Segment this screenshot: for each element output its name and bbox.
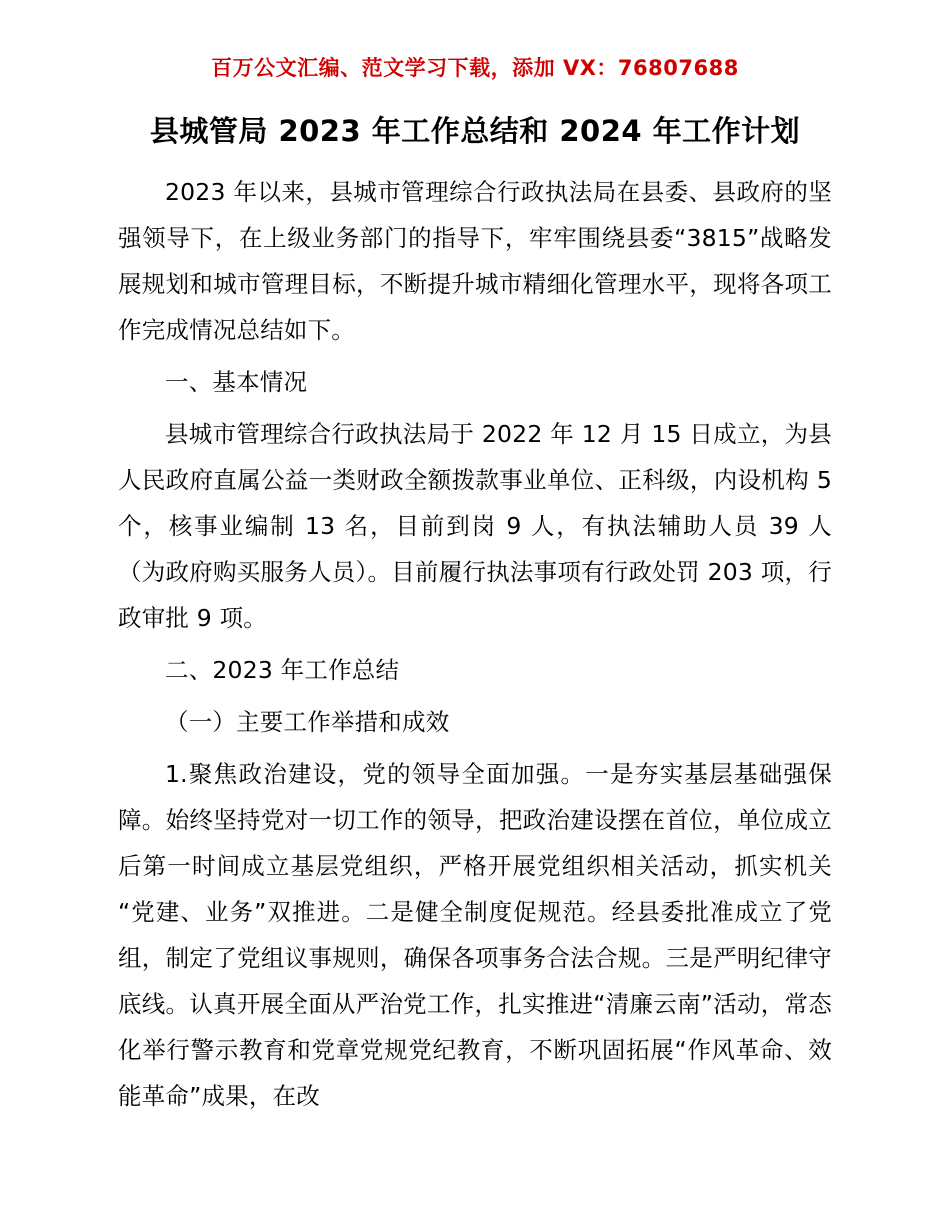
watermark-text: 百万公文汇编、范文学习下载，添加 VX：76807688 <box>211 56 739 80</box>
heading-subsection-1: （一）主要工作举措和成效 <box>165 708 450 737</box>
document-body <box>118 112 832 1125</box>
heading-section-1: 一、基本情况 <box>165 368 308 397</box>
paragraph-1: 2023 年以来，县城市管理综合行政执法局在县委、县政府的坚强领导下，在上级业务部门的指导下，牢牢围绕县委“3815”战略发展规划和城市管理目标，不断提升城市精细化管理水平，现将各项工作完成情况总结如下。 <box>118 178 832 345</box>
paragraph-3: 1.聚焦政治建设，党的领导全面加强。一是夯实基层基础强保障。始终坚持党对一切工作的领导，把政治建设摆在首位，单位成立后第一时间成立基层党组织，严格开展党组织相关活动，抓实机关“党建、业务”双推进。二是健全制度促规范。经县委批准成立了党组，制定了党组议事规则，确保各项事务合法合规。三是严明纪律守底线。认真开展全面从严治党工作，扎实推进“清廉云南”活动，常态化举行警示教育和党章党规党纪教育，不断巩固拓展“作风革命、效能革命”成果，在改 <box>118 760 832 1111</box>
heading-section-2: 二、2023 年工作总结 <box>165 656 400 685</box>
paragraph-2: 县城市管理综合行政执法局于 2022 年 12 月 15 日成立，为县人民政府直属公益一类财政全额拨款事业单位、正科级，内设机构 5 个，核事业编制 13 名，目前到岗 9 人，有执法辅助人员 39 人（为政府购买服务人员）。目前履行执法事项有行政处罚 203 项，行政审批 9 项。 <box>118 420 832 633</box>
page-title: 县城管局 2023 年工作总结和 2024 年工作计划 <box>149 114 801 148</box>
